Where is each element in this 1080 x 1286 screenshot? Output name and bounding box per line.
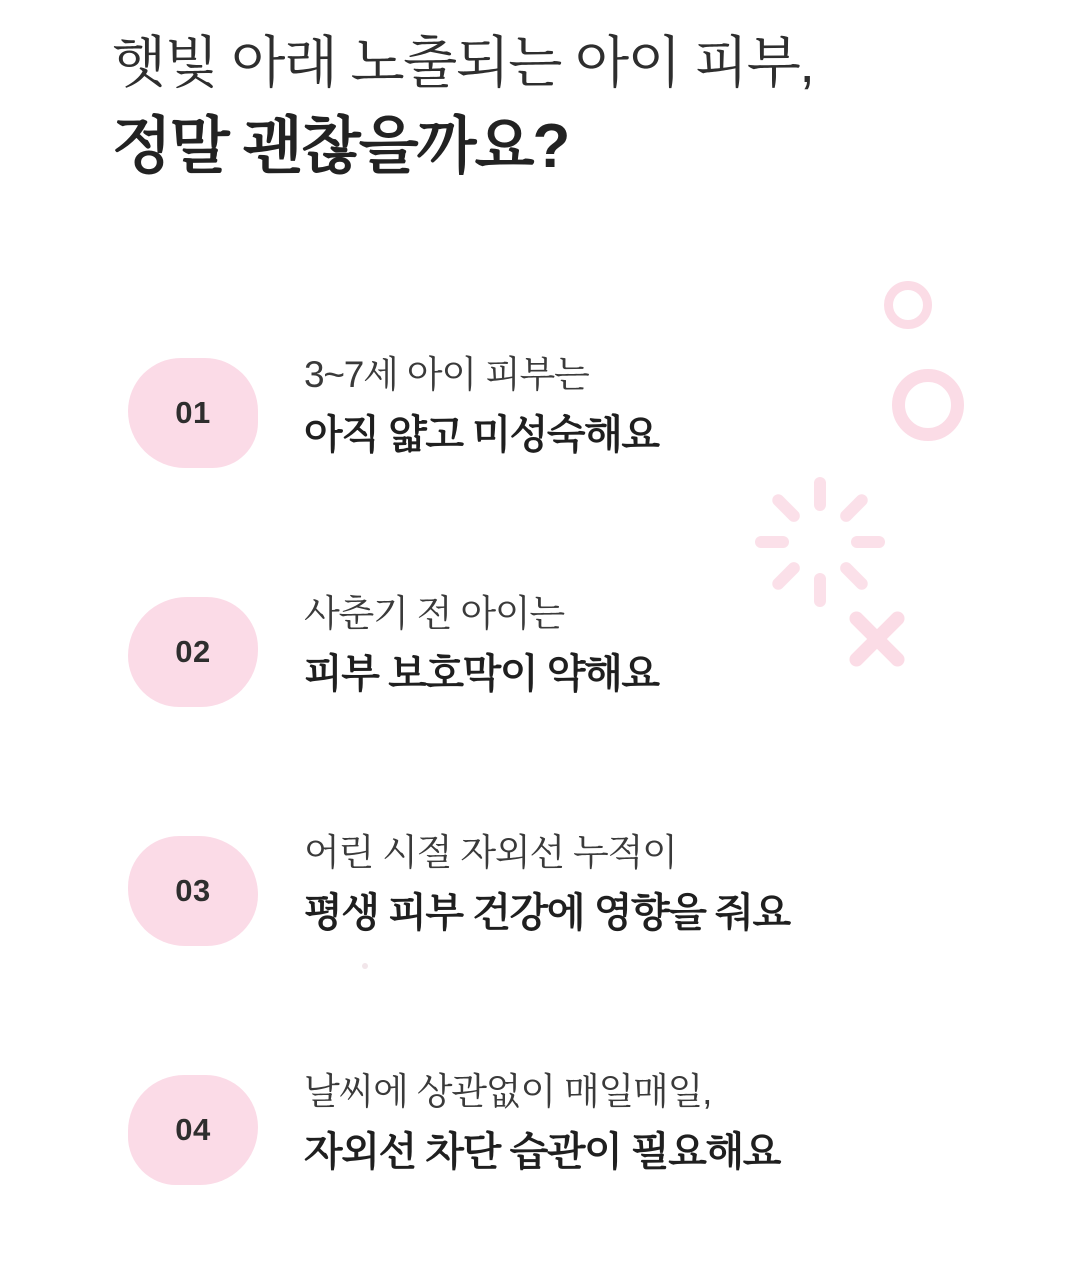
list-item: [0, 808, 1080, 1047]
point-text-block: [304, 350, 1024, 462]
list-item: [0, 330, 1080, 569]
point-number-badge: 04: [128, 1075, 258, 1185]
point-headline: 아직 얇고 미성숙해요: [304, 412, 659, 457]
list-item: [0, 1047, 1080, 1286]
point-headline: 자외선 차단 습관이 필요해요: [304, 1129, 781, 1174]
point-subtitle: 날씨에 상관없이 매일매일,: [304, 1071, 712, 1112]
headline-line-2: 정말 괜찮을까요?: [112, 112, 569, 182]
points-list: [0, 330, 1080, 1286]
point-text-block: [304, 1067, 1024, 1179]
point-subtitle: 3~7세 아이 피부는: [304, 354, 589, 395]
point-number-badge: 02: [128, 597, 258, 707]
page-title: [112, 30, 1012, 183]
list-item: [0, 569, 1080, 808]
point-subtitle: 어린 시절 자외선 누적이: [304, 832, 677, 873]
point-headline: 평생 피부 건강에 영향을 줘요: [304, 890, 790, 935]
point-number-badge: 03: [128, 836, 258, 946]
point-subtitle: 사춘기 전 아이는: [304, 593, 564, 634]
headline-line-1: 햇빛 아래 노출되는 아이 피부,: [112, 31, 814, 94]
point-headline: 피부 보호막이 약해요: [304, 651, 659, 696]
ring-small-icon: [884, 281, 932, 329]
point-text-block: [304, 828, 1024, 940]
point-number-badge: 01: [128, 358, 258, 468]
point-text-block: [304, 589, 1024, 701]
